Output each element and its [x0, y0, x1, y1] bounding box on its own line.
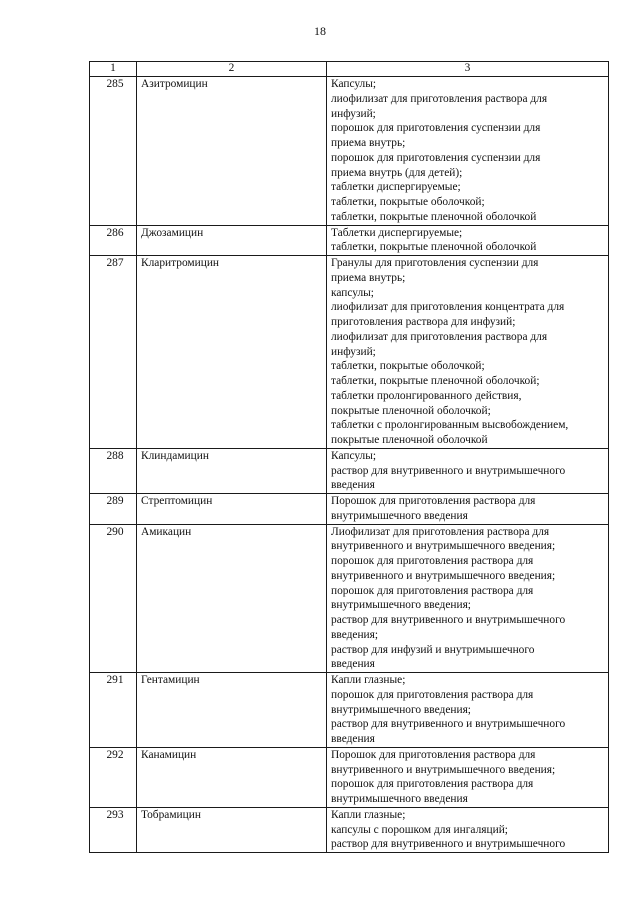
dosage-form-line: таблетки, покрытые оболочкой; — [331, 360, 485, 373]
dosage-form-line: таблетки с пролонгированным высвобождением, — [331, 419, 569, 432]
dosage-form-line: Капли глазные; — [331, 674, 406, 686]
dosage-form-line: лиофилизат для приготовления раствора для — [331, 330, 548, 343]
dosage-form-line: внутривенного и внутримышечного введения; — [331, 763, 556, 776]
drug-table — [89, 61, 609, 853]
dosage-form-line: введения — [331, 733, 375, 745]
dosage-form-line: покрытые пленочной оболочкой — [331, 434, 488, 446]
dosage-form-line: Гранулы для приготовления суспензии для — [331, 257, 539, 269]
table-header-row — [90, 62, 609, 77]
dosage-form-line: внутривенного и внутримышечного введения; — [331, 569, 556, 582]
table-row — [90, 77, 609, 226]
dosage-form-line: приема внутрь (для детей); — [331, 166, 463, 179]
dosage-form-line: Порошок для приготовления раствора для — [331, 748, 536, 761]
drug-name: Канамицин — [137, 747, 327, 807]
table-row — [90, 673, 609, 748]
dosage-form-line: внутримышечного введения; — [331, 599, 471, 612]
drug-name: Азитромицин — [137, 77, 327, 226]
dosage-form-line: порошок для приготовления раствора для — [331, 584, 534, 597]
table-row — [90, 256, 609, 449]
table-row — [90, 747, 609, 807]
row-number: 286 — [90, 225, 137, 256]
dosage-form-line: инфузий; — [331, 107, 376, 120]
dosage-form-line: таблетки, покрытые пленочной оболочкой — [331, 241, 537, 254]
dosage-form-line: раствор для внутривенного и внутримышечного — [331, 718, 566, 731]
column-header-number: 1 — [90, 62, 137, 77]
row-number: 289 — [90, 494, 137, 525]
column-header-forms: 3 — [327, 62, 609, 77]
dosage-form-line: инфузий; — [331, 345, 376, 358]
drug-name: Джозамицин — [137, 225, 327, 256]
dosage-form-line: введения — [331, 479, 375, 492]
dosage-form-line: порошок для приготовления раствора для — [331, 555, 534, 567]
dosage-forms — [327, 494, 609, 525]
dosage-form-line: внутримышечного введения — [331, 793, 468, 805]
dosage-form-line: раствор для внутривенного и внутримышечного — [331, 614, 566, 626]
dosage-form-line: порошок для приготовления суспензии для — [331, 122, 541, 135]
dosage-form-line: раствор для внутривенного и внутримышечного — [331, 464, 566, 477]
dosage-form-line: Капли глазные; — [331, 808, 406, 821]
dosage-form-line: Капсулы; — [331, 449, 377, 462]
dosage-form-line: раствор для внутривенного и внутримышечного — [331, 838, 566, 851]
table-row — [90, 807, 609, 852]
row-number: 285 — [90, 77, 137, 226]
row-number: 287 — [90, 256, 137, 449]
dosage-form-line: капсулы; — [331, 286, 374, 299]
dosage-forms — [327, 747, 609, 807]
dosage-form-line: порошок для приготовления раствора для — [331, 688, 534, 701]
dosage-form-line: введения; — [331, 628, 379, 641]
dosage-form-line: приема внутрь; — [331, 271, 406, 284]
row-number: 292 — [90, 747, 137, 807]
dosage-form-line: капсулы с порошком для ингаляций; — [331, 823, 508, 836]
dosage-form-line: таблетки, покрытые оболочкой; — [331, 196, 485, 208]
dosage-forms — [327, 807, 609, 852]
dosage-form-line: внутримышечного введения; — [331, 703, 471, 716]
dosage-forms — [327, 524, 609, 673]
drug-name: Кларитромицин — [137, 256, 327, 449]
dosage-form-line: Капсулы; — [331, 78, 377, 90]
dosage-form-line: таблетки, покрытые пленочной оболочкой; — [331, 375, 540, 387]
drug-name: Стрептомицин — [137, 494, 327, 525]
table-row — [90, 524, 609, 673]
dosage-form-line: Порошок для приготовления раствора для — [331, 495, 536, 507]
dosage-form-line: введения — [331, 658, 375, 671]
dosage-form-line: приема внутрь; — [331, 137, 406, 149]
column-header-name: 2 — [137, 62, 327, 77]
dosage-forms — [327, 225, 609, 256]
dosage-form-line: порошок для приготовления суспензии для — [331, 151, 541, 164]
dosage-form-line: лиофилизат для приготовления раствора для — [331, 92, 548, 105]
dosage-forms — [327, 673, 609, 748]
dosage-form-line: лиофилизат для приготовления концентрата для — [331, 301, 565, 314]
row-number: 288 — [90, 448, 137, 493]
dosage-form-line: внутривенного и внутримышечного введения; — [331, 540, 556, 553]
dosage-form-line: таблетки пролонгированного действия, — [331, 389, 522, 402]
dosage-forms — [327, 448, 609, 493]
table-row — [90, 448, 609, 493]
dosage-forms — [327, 77, 609, 226]
dosage-form-line: Лиофилизат для приготовления раствора для — [331, 525, 550, 538]
drug-name: Амикацин — [137, 524, 327, 673]
row-number: 293 — [90, 807, 137, 852]
dosage-forms — [327, 256, 609, 449]
dosage-form-line: приготовления раствора для инфузий; — [331, 316, 516, 328]
drug-name: Гентамицин — [137, 673, 327, 748]
drug-name: Тобрамицин — [137, 807, 327, 852]
dosage-form-line: таблетки, покрытые пленочной оболочкой — [331, 210, 537, 223]
dosage-form-line: покрытые пленочной оболочкой; — [331, 404, 491, 417]
drug-name: Клиндамицин — [137, 448, 327, 493]
table-row — [90, 494, 609, 525]
row-number: 290 — [90, 524, 137, 673]
table-body — [90, 77, 609, 853]
dosage-form-line: раствор для инфузий и внутримышечного — [331, 643, 535, 656]
dosage-form-line: Таблетки диспергируемые; — [331, 226, 463, 239]
table-row — [90, 225, 609, 256]
dosage-form-line: порошок для приготовления раствора для — [331, 778, 534, 791]
dosage-form-line: внутримышечного введения — [331, 509, 468, 522]
page-number: 18 — [314, 24, 326, 38]
dosage-form-line: таблетки диспергируемые; — [331, 181, 461, 194]
row-number: 291 — [90, 673, 137, 748]
